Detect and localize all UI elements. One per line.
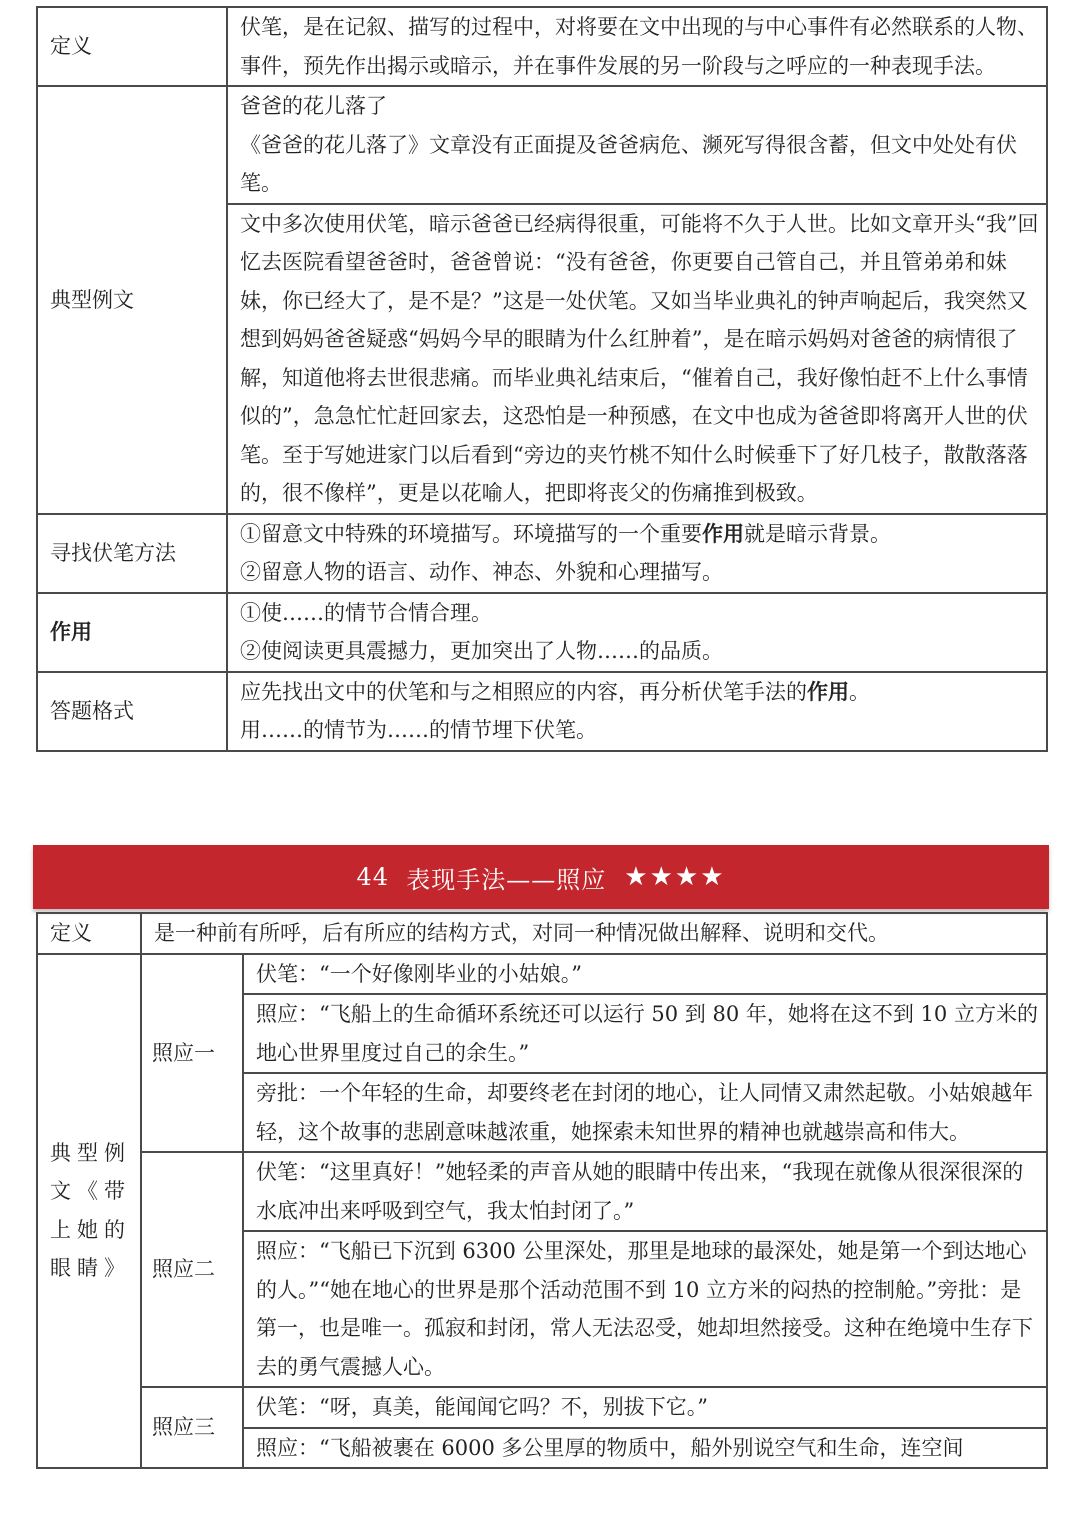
example-title-cell: [227, 86, 1047, 204]
format-line-1: [240, 673, 1040, 712]
method-line-1: [240, 515, 1040, 554]
effect-row: [37, 593, 1047, 672]
echo-table: [36, 912, 1048, 1469]
echo-group-3-row-2: 照应：“飞船被裹在 6000 多公里厚的物质中，船外别说空气和生命，连空间: [243, 1428, 1047, 1469]
section-banner: [33, 845, 1049, 909]
example-analysis: 文中多次使用伏笔，暗示爸爸已经病得很重，可能将不久于人世。比如文章开头“我”回忆去医院看望爸爸时，爸爸曾说：“没有爸爸，你更要自己管自己，并且管弟弟和妹妹，你已经大了，是不是？”这是一处伏笔。又如当毕业典礼的钟声响起后，我突然又想到妈妈爸爸疑惑“妈妈今早的眼睛为什么红肿着”，是在暗示妈妈对爸爸的病情很了解，知道他将去世很悲痛。而毕业典礼结束后，“催着自己，我好像怕赶不上什么事情似的”，急急忙忙赶回家去，这恐怕是一种预感，在文中也成为爸爸即将离开人世的伏笔。至于写她进家门以后看到“旁边的夹竹桃不知什么时候垂下了好几枝子，散散落落的，很不像样”，更是以花喻人，把即将丧父的伤痛推到极致。: [227, 204, 1047, 514]
echo-group-2-row-2: 照应：“飞船已下沉到 6300 公里深处，那里是地球的最深处，她是第一个到达地心的人。”“她在地心的世界是那个活动范围不到 10 立方米的闷热的控制舱。”旁批：是第一，也是唯一。孤寂和封闭，常人无法忍受，她却坦然接受。这种在绝境中生存下去的勇气震撼人心。: [243, 1231, 1047, 1387]
echo-definition-row: [37, 913, 1047, 954]
method-line-1a: ①留意文中特殊的环境描写。环境描写的一个重要: [240, 521, 702, 546]
method-label: 寻找伏笔方法: [37, 514, 227, 593]
method-line-1-emphasis: 作用: [702, 520, 744, 546]
echo-definition-text: 是一种前有所呼，后有所应的结构方式，对同一种情况做出解释、说明和交代。: [141, 913, 1047, 954]
echo-group-3-label: 照应三: [141, 1387, 243, 1468]
format-line-1c: 。: [849, 679, 870, 704]
definition-text: 伏笔，是在记叙、描写的过程中，对将要在文中出现的与中心事件有必然联系的人物、事件，预先作出揭示或暗示，并在事件发展的另一阶段与之呼应的一种表现手法。: [227, 7, 1047, 86]
example-title: 爸爸的花儿落了: [240, 94, 387, 118]
table-row: [37, 954, 1047, 995]
rating-stars: ★★★★: [624, 862, 726, 892]
format-label: 答题格式: [37, 672, 227, 751]
foreshadowing-table: [36, 6, 1048, 752]
format-line-2: 用……的情节为……的情节埋下伏笔。: [240, 718, 597, 742]
echo-group-1-row-2: 照应：“飞船上的生命循环系统还可以运行 50 到 80 年，她将在这不到 10 立方米的地心世界里度过自己的余生。”: [243, 994, 1047, 1073]
format-line-1a: 应先找出文中的伏笔和与之相照应的内容，再分析伏笔手法的: [240, 679, 807, 704]
format-row: [37, 672, 1047, 751]
echo-group-1-row-1: 伏笔：“一个好像刚毕业的小姑娘。”: [243, 954, 1047, 995]
echo-group-2-row-1: 伏笔：“这里真好！”她轻柔的声音从她的眼睛中传出来，“我现在就像从很深很深的水底冲出来呼吸到空气，我太怕封闭了。”: [243, 1152, 1047, 1231]
echo-group-1-row-3: 旁批：一个年轻的生命，却要终老在封闭的地心，让人同情又肃然起敬。小姑娘越年轻，这个故事的悲剧意味越浓重，她探索未知世界的精神也就越崇高和伟大。: [243, 1073, 1047, 1152]
section-number: 44: [356, 863, 390, 891]
echo-group-1-label: 照应一: [141, 954, 243, 1153]
effect-label: 作用: [37, 593, 227, 672]
example-intro: 《爸爸的花儿落了》文章没有正面提及爸爸病危、濒死写得很含蓄，但文中处处有伏笔。: [240, 132, 1017, 195]
effect-text: [227, 593, 1047, 672]
effect-line-1: ①使……的情节合情合理。: [240, 600, 492, 625]
section-title: 表现手法——照应: [406, 865, 607, 894]
format-line-1-emphasis: 作用: [807, 678, 849, 704]
format-text: [227, 672, 1047, 751]
echo-group-3-row-1: 伏笔：“呀，真美，能闻闻它吗？不，别拔下它。”: [243, 1387, 1047, 1428]
example-label: 典型例文: [37, 86, 227, 514]
table-row: [37, 1152, 1047, 1231]
method-line-2: ②留意人物的语言、动作、神态、外貌和心理描写。: [240, 560, 723, 584]
method-row: [37, 514, 1047, 593]
example-title-row: [37, 86, 1047, 204]
definition-label: 定义: [37, 7, 227, 86]
echo-group-2-label: 照应二: [141, 1152, 243, 1387]
method-line-1c: 就是暗示背景。: [744, 521, 891, 546]
echo-definition-label: 定义: [37, 913, 141, 954]
echo-example-label: 典型例文《带上她的眼睛》: [37, 954, 141, 1469]
definition-row: [37, 7, 1047, 86]
method-text: [227, 514, 1047, 593]
table-row: [37, 1387, 1047, 1428]
effect-line-2: ②使阅读更具震撼力，更加突出了人物……的品质。: [240, 639, 723, 663]
